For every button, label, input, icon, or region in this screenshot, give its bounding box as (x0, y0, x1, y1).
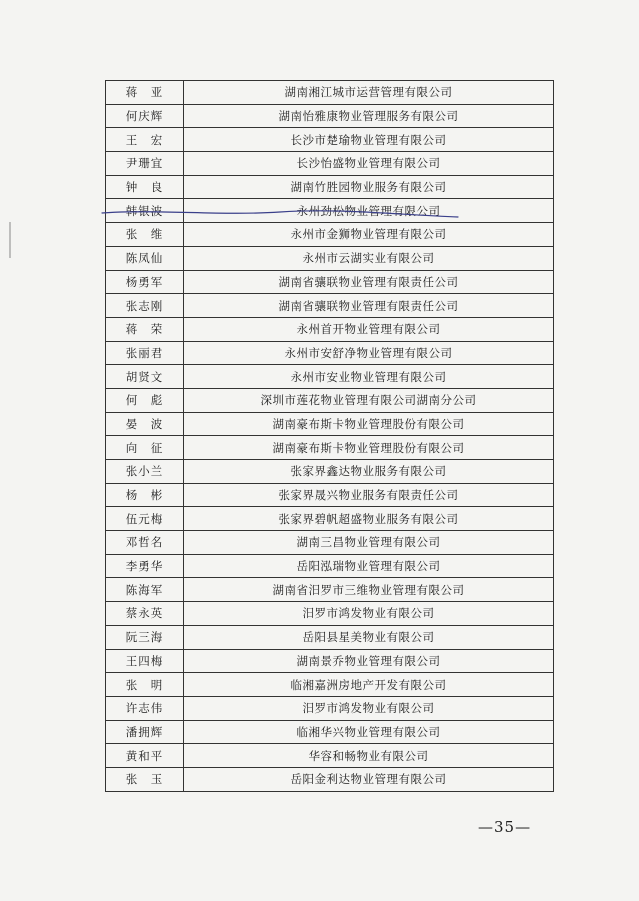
table-row (106, 152, 554, 176)
person-name-cell: 张 玉 (106, 767, 184, 791)
person-name-cell: 杨勇军 (106, 270, 184, 294)
organization-cell: 临湘嘉洲房地产开发有限公司 (184, 673, 554, 697)
organization-cell: 长沙市楚瑜物业管理有限公司 (184, 128, 554, 152)
roster-table-body (106, 81, 554, 792)
person-name-cell: 邓哲名 (106, 531, 184, 555)
table-row (106, 507, 554, 531)
table-row (106, 128, 554, 152)
table-row (106, 696, 554, 720)
person-name-cell: 张丽君 (106, 341, 184, 365)
table-row (106, 673, 554, 697)
scan-edge-mark (8, 222, 12, 258)
organization-cell: 湖南景乔物业管理有限公司 (184, 649, 554, 673)
organization-cell: 永州市云湖实业有限公司 (184, 246, 554, 270)
person-name-cell: 伍元梅 (106, 507, 184, 531)
organization-cell: 湖南湘江城市运营管理有限公司 (184, 81, 554, 105)
person-name-cell: 向 征 (106, 436, 184, 460)
organization-cell: 临湘华兴物业管理有限公司 (184, 720, 554, 744)
organization-cell: 湖南省骧联物业管理有限责任公司 (184, 270, 554, 294)
organization-cell: 汨罗市鸿发物业有限公司 (184, 602, 554, 626)
table-row (106, 104, 554, 128)
person-name-cell: 何 彪 (106, 388, 184, 412)
person-name-cell: 何庆辉 (106, 104, 184, 128)
table-row (106, 554, 554, 578)
pen-stroke (102, 211, 458, 217)
table-row (106, 81, 554, 105)
person-name-cell: 尹珊宜 (106, 152, 184, 176)
organization-cell: 永州首开物业管理有限公司 (184, 317, 554, 341)
person-name-cell: 阮三海 (106, 625, 184, 649)
table-row (106, 531, 554, 555)
roster-table (105, 80, 554, 792)
table-row (106, 341, 554, 365)
table-row (106, 720, 554, 744)
table-row (106, 388, 554, 412)
organization-cell: 岳阳金利达物业管理有限公司 (184, 767, 554, 791)
person-name-cell: 张志刚 (106, 294, 184, 318)
person-name-cell: 陈凤仙 (106, 246, 184, 270)
organization-cell: 张家界晟兴物业服务有限责任公司 (184, 483, 554, 507)
organization-cell: 华容和畅物业有限公司 (184, 744, 554, 768)
person-name-cell: 韩银波 (106, 199, 184, 223)
person-name-cell: 蔡永英 (106, 602, 184, 626)
organization-cell: 长沙怡盛物业管理有限公司 (184, 152, 554, 176)
person-name-cell: 许志伟 (106, 696, 184, 720)
table-row (106, 483, 554, 507)
person-name-cell: 黄和平 (106, 744, 184, 768)
organization-cell: 湖南三昌物业管理有限公司 (184, 531, 554, 555)
organization-cell: 湖南省汨罗市三维物业管理有限公司 (184, 578, 554, 602)
person-name-cell: 杨 彬 (106, 483, 184, 507)
person-name-cell: 蒋 荣 (106, 317, 184, 341)
organization-cell: 深圳市莲花物业管理有限公司湖南分公司 (184, 388, 554, 412)
organization-cell: 永州市安舒净物业管理有限公司 (184, 341, 554, 365)
table-row (106, 317, 554, 341)
table-row (106, 175, 554, 199)
person-name-cell: 潘拥辉 (106, 720, 184, 744)
organization-cell: 湖南豪布斯卡物业管理股份有限公司 (184, 436, 554, 460)
organization-cell: 张家界鑫达物业服务有限公司 (184, 460, 554, 484)
organization-cell: 张家界碧帆超盛物业服务有限公司 (184, 507, 554, 531)
person-name-cell: 钟 良 (106, 175, 184, 199)
person-name-cell: 张 维 (106, 223, 184, 247)
person-name-cell: 晏 波 (106, 412, 184, 436)
page-number: —35— (478, 818, 532, 836)
person-name-cell: 张小兰 (106, 460, 184, 484)
table-row (106, 294, 554, 318)
organization-cell: 湖南竹胜园物业服务有限公司 (184, 175, 554, 199)
organization-cell: 岳阳县星美物业有限公司 (184, 625, 554, 649)
organization-cell: 汨罗市鸿发物业有限公司 (184, 696, 554, 720)
organization-cell: 湖南怡雅康物业管理服务有限公司 (184, 104, 554, 128)
handwritten-strike-mark (100, 203, 460, 223)
person-name-cell: 胡贤文 (106, 365, 184, 389)
person-name-cell: 陈海军 (106, 578, 184, 602)
person-name-cell: 王 宏 (106, 128, 184, 152)
table-row (106, 223, 554, 247)
person-name-cell: 王四梅 (106, 649, 184, 673)
person-name-cell: 李勇华 (106, 554, 184, 578)
table-row (106, 270, 554, 294)
organization-cell: 湖南省骧联物业管理有限责任公司 (184, 294, 554, 318)
organization-cell: 永州市安业物业管理有限公司 (184, 365, 554, 389)
table-row (106, 436, 554, 460)
table-row (106, 625, 554, 649)
organization-cell: 永州市金狮物业管理有限公司 (184, 223, 554, 247)
organization-cell: 湖南豪布斯卡物业管理股份有限公司 (184, 412, 554, 436)
person-name-cell: 蒋 亚 (106, 81, 184, 105)
table-row (106, 767, 554, 791)
person-name-cell: 张 明 (106, 673, 184, 697)
table-row (106, 365, 554, 389)
table-row (106, 649, 554, 673)
table-row (106, 602, 554, 626)
organization-cell: 永州劲松物业管理有限公司 (184, 199, 554, 223)
table-row (106, 460, 554, 484)
table-row (106, 744, 554, 768)
organization-cell: 岳阳泓瑞物业管理有限公司 (184, 554, 554, 578)
table-row (106, 578, 554, 602)
table-row (106, 246, 554, 270)
table-row (106, 412, 554, 436)
